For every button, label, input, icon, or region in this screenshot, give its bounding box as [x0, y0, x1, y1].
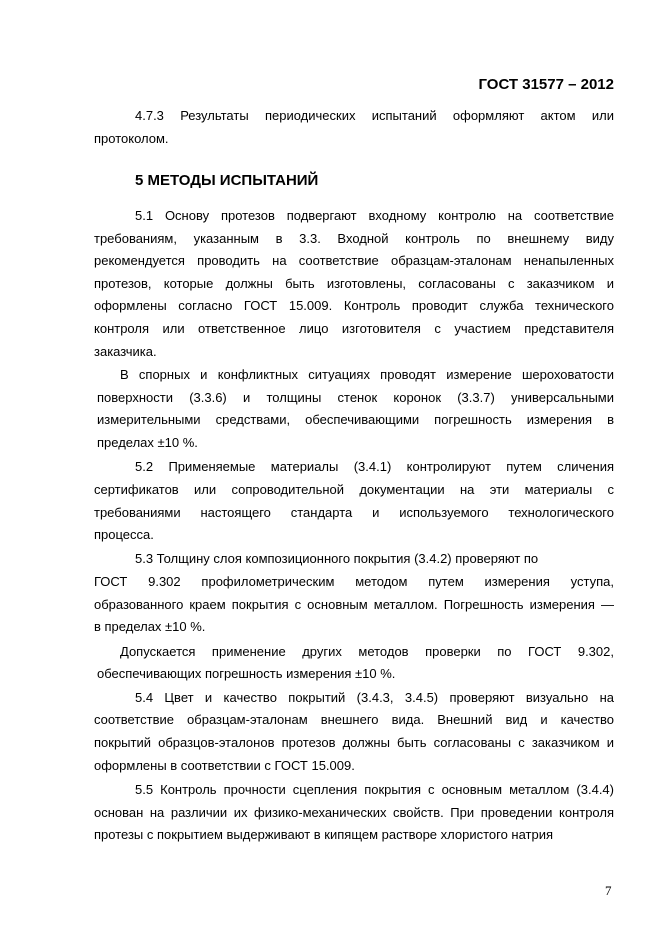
page-number: 7	[605, 883, 612, 898]
text-line: измерительными средствами, обеспечивающими погрешность измерения в	[97, 412, 614, 427]
text-line: протезы с покрытием выдерживают в кипящем растворе хлористого натрия	[94, 827, 554, 842]
text-line: 5.4 Цвет и качество покрытий (3.4.3, 3.4.5) проверяют визуально на	[135, 690, 614, 705]
text-line: требованиям, указанным в 3.3. Входной контроль по внешнему виду	[94, 231, 614, 246]
text-line: процесса.	[94, 527, 154, 542]
text-line: протоколом.	[94, 131, 169, 146]
text-line: требованиями настоящего стандарта и используемого технологического	[94, 505, 614, 520]
text-line: 5.5 Контроль прочности сцепления покрытия с основным металлом (3.4.4)	[135, 782, 614, 797]
text-line: обеспечивающих погрешность измерения ±10 %.	[97, 666, 396, 681]
document-header: ГОСТ 31577 – 2012	[478, 76, 614, 93]
text-line: сертификатов или сопроводительной документации на эти материалы с	[94, 482, 614, 497]
text-line: соответствие образцам-эталонам внешнего вида. Внешний вид и качество	[94, 712, 614, 727]
text-line: протезов, которые должны быть изготовлены, согласованы с заказчиком и	[94, 276, 614, 291]
text-line: 5.1 Основу протезов подвергают входному контролю на соответствие	[135, 208, 614, 223]
text-line: контроля или ответственное лицо изготовителя с участием представителя	[94, 321, 614, 336]
text-line: рекомендуется проводить на соответствие образцам-эталонам ненапыленных	[94, 253, 614, 268]
text-line: 5.2 Применяемые материалы (3.4.1) контролируют путем сличения	[135, 459, 614, 474]
text-line: поверхности (3.3.6) и толщины стенок коронок (3.3.7) универсальными	[97, 390, 614, 405]
text-line: основан на различии их физико-механических свойств. При проведении контроля	[94, 805, 614, 820]
text-line: оформлены согласно ГОСТ 15.009. Контроль проводит служба технического	[94, 298, 614, 313]
text-line: в пределах ±10 %.	[94, 619, 206, 634]
text-line: ГОСТ 9.302 профилометрическим методом путем измерения уступа,	[94, 574, 614, 589]
text-line: оформлены в соответствии с ГОСТ 15.009.	[94, 758, 355, 773]
text-line: В спорных и конфликтных ситуациях проводят измерение шероховатости	[120, 367, 614, 382]
text-line: Допускается применение других методов проверки по ГОСТ 9.302,	[120, 644, 614, 659]
text-line: покрытий образцов-эталонов протезов должны быть согласованы с заказчиком и	[94, 735, 614, 750]
text-line: образованного краем покрытия с основным металлом. Погрешность измерения —	[94, 597, 614, 612]
text-line: 4.7.3 Результаты периодических испытаний оформляют актом или	[135, 108, 614, 123]
text-line: заказчика.	[94, 344, 157, 359]
section-heading: 5 МЕТОДЫ ИСПЫТАНИЙ	[135, 172, 319, 189]
text-line: 5.3 Толщину слоя композиционного покрытия (3.4.2) проверяют по	[135, 551, 539, 566]
text-line: пределах ±10 %.	[97, 435, 198, 450]
